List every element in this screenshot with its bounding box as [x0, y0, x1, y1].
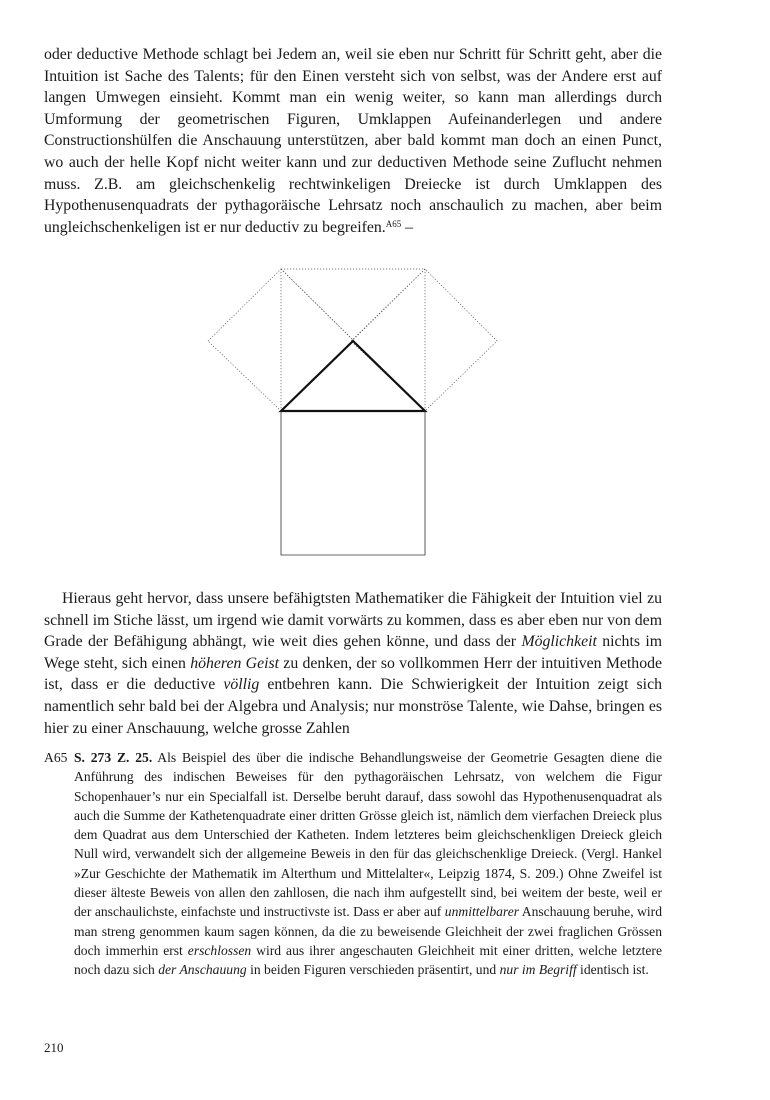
footnote-marker-a65[interactable]: A65 — [385, 218, 402, 229]
footnote-text-3: wird aus ihrer angeschauten Gleichheit mit einer dritten, welche letztere noch dazu sich — [74, 942, 662, 978]
footnote-label: A65 — [44, 750, 68, 765]
footnote-italic-2: erschlossen — [187, 942, 252, 958]
footnote-reference: S. 273 Z. 25. — [74, 750, 153, 765]
footnote-text-1: Als Beispiel des über die indische Behandlungsweise der Geometrie Gesagten diene die Anführung des indischen Beweises für den pythagoräischen Lehrsatz, von welchem die Figur Schopenhauer’s nur ein Specialfall ist. Derselbe beruht darauf, dass sowohl das Hypothenusenquadrat als auch die Summe der Kathetenquadrate einer dritten Grösse gleich ist, nämlich dem vierfachen Dreieck plus dem Quadrat aus dem Unterschied der Katheten. Indem letzteres beim gleichschenkligen Dreieck gleich Null wird, verwandelt sich der allgemeine Beweis in den für das gleichschenklige Dreieck. (Vergl. Hankel »Zur Geschichte der Mathematik im Alterthum und Mittelalter«, Leipzig 1874, S. 209.) Ohne Zweifel ist dieser älteste Beweis von allen den zahllosen, die nach ihm aufgestellt sind, bei weitem der beste, weil er der anschaulichste, einfachste und instructivste ist. Dass er aber auf — [74, 750, 662, 920]
paragraph-2-italic-1: Möglichkeit — [521, 633, 597, 651]
paragraph-2-italic-3: völlig — [223, 676, 260, 694]
body-paragraph-1 — [44, 44, 662, 238]
paragraph-2-text-3: zu denken, der so vollkommen Herr der intuitiven Methode ist, dass er die deductive — [44, 654, 663, 694]
footnote-italic-1: unmittelbarer — [444, 904, 520, 920]
page-number: 210 — [44, 1040, 64, 1055]
hypotenuse-square — [281, 411, 425, 555]
footnote-text-5: identisch ist. — [576, 962, 649, 978]
footnote-italic-3: der Anschauung — [158, 962, 247, 978]
footnote-body — [74, 748, 662, 980]
paragraph-1-trailing: – — [401, 218, 414, 236]
right-square-outline — [351, 269, 497, 411]
paragraph-2-italic-2: höheren Geist — [190, 654, 280, 672]
footnote-text-2: Anschauung beruhe, wird man streng genommen kaum sagen können, da die zu beweisende Gleichheit der zwei fraglichen Grössen doch immerhin erst — [74, 904, 663, 958]
paragraph-2-text-4: entbehren kann. Die Schwierigkeit der Intuition zeigt sich namentlich sehr bald bei der Algebra und Analysis; nur monströse Talente, wie Dahse, bringen es hier zu einer Anschauung, welche grosse Zahlen — [44, 676, 662, 737]
paragraph-2-text-1: Hieraus geht hervor, dass unsere befähigtsten Mathematiker die Fähigkeit der Intuition viel zu schnell im Stiche lässt, um irgend wie damit vorwärts zu kommen, dass es aber eben nur von dem Grade der Befähigung abhängt, wie weit dies gehen könne, und dass der — [44, 590, 662, 651]
pythagoras-figure — [205, 265, 500, 560]
body-paragraph-2 — [44, 588, 662, 739]
footnote-text-4: in beiden Figuren verschieden präsentirt, und — [246, 962, 500, 978]
isosceles-right-triangle — [281, 341, 425, 411]
footnote-italic-4: nur im Begriff — [499, 962, 577, 978]
paragraph-1-text: oder deductive Methode schlagt bei Jedem an, weil sie eben nur Schritt für Schritt geht, aber die Intuition ist Sache des Talents; für den Einen versteht sich von selbst, was der Andere erst auf langen Umwegen einsieht. Kommt man ein wenig weiter, so kann man allerdings durch Umformung der geometrischen Figuren, Umklappen Aufeinanderlegen und andere Constructionshülfen die Anschauung unterstützen, aber bald kommt man doch an einen Punct, wo auch der helle Kopf nicht weiter kann und zur deductiven Methode seine Zuflucht nehmen muss. Z.B. am gleichschenkelig rechtwinkeligen Dreiecke ist durch Umklappen des Hypothenusenquadrats der pythagoräische Lehrsatz noch anschaulich zu machen, aber beim ungleichschenkeligen ist er nur deductiv zu begreifen. — [44, 46, 662, 236]
paragraph-2-text-2: nichts im Wege steht, sich einen — [44, 633, 663, 672]
